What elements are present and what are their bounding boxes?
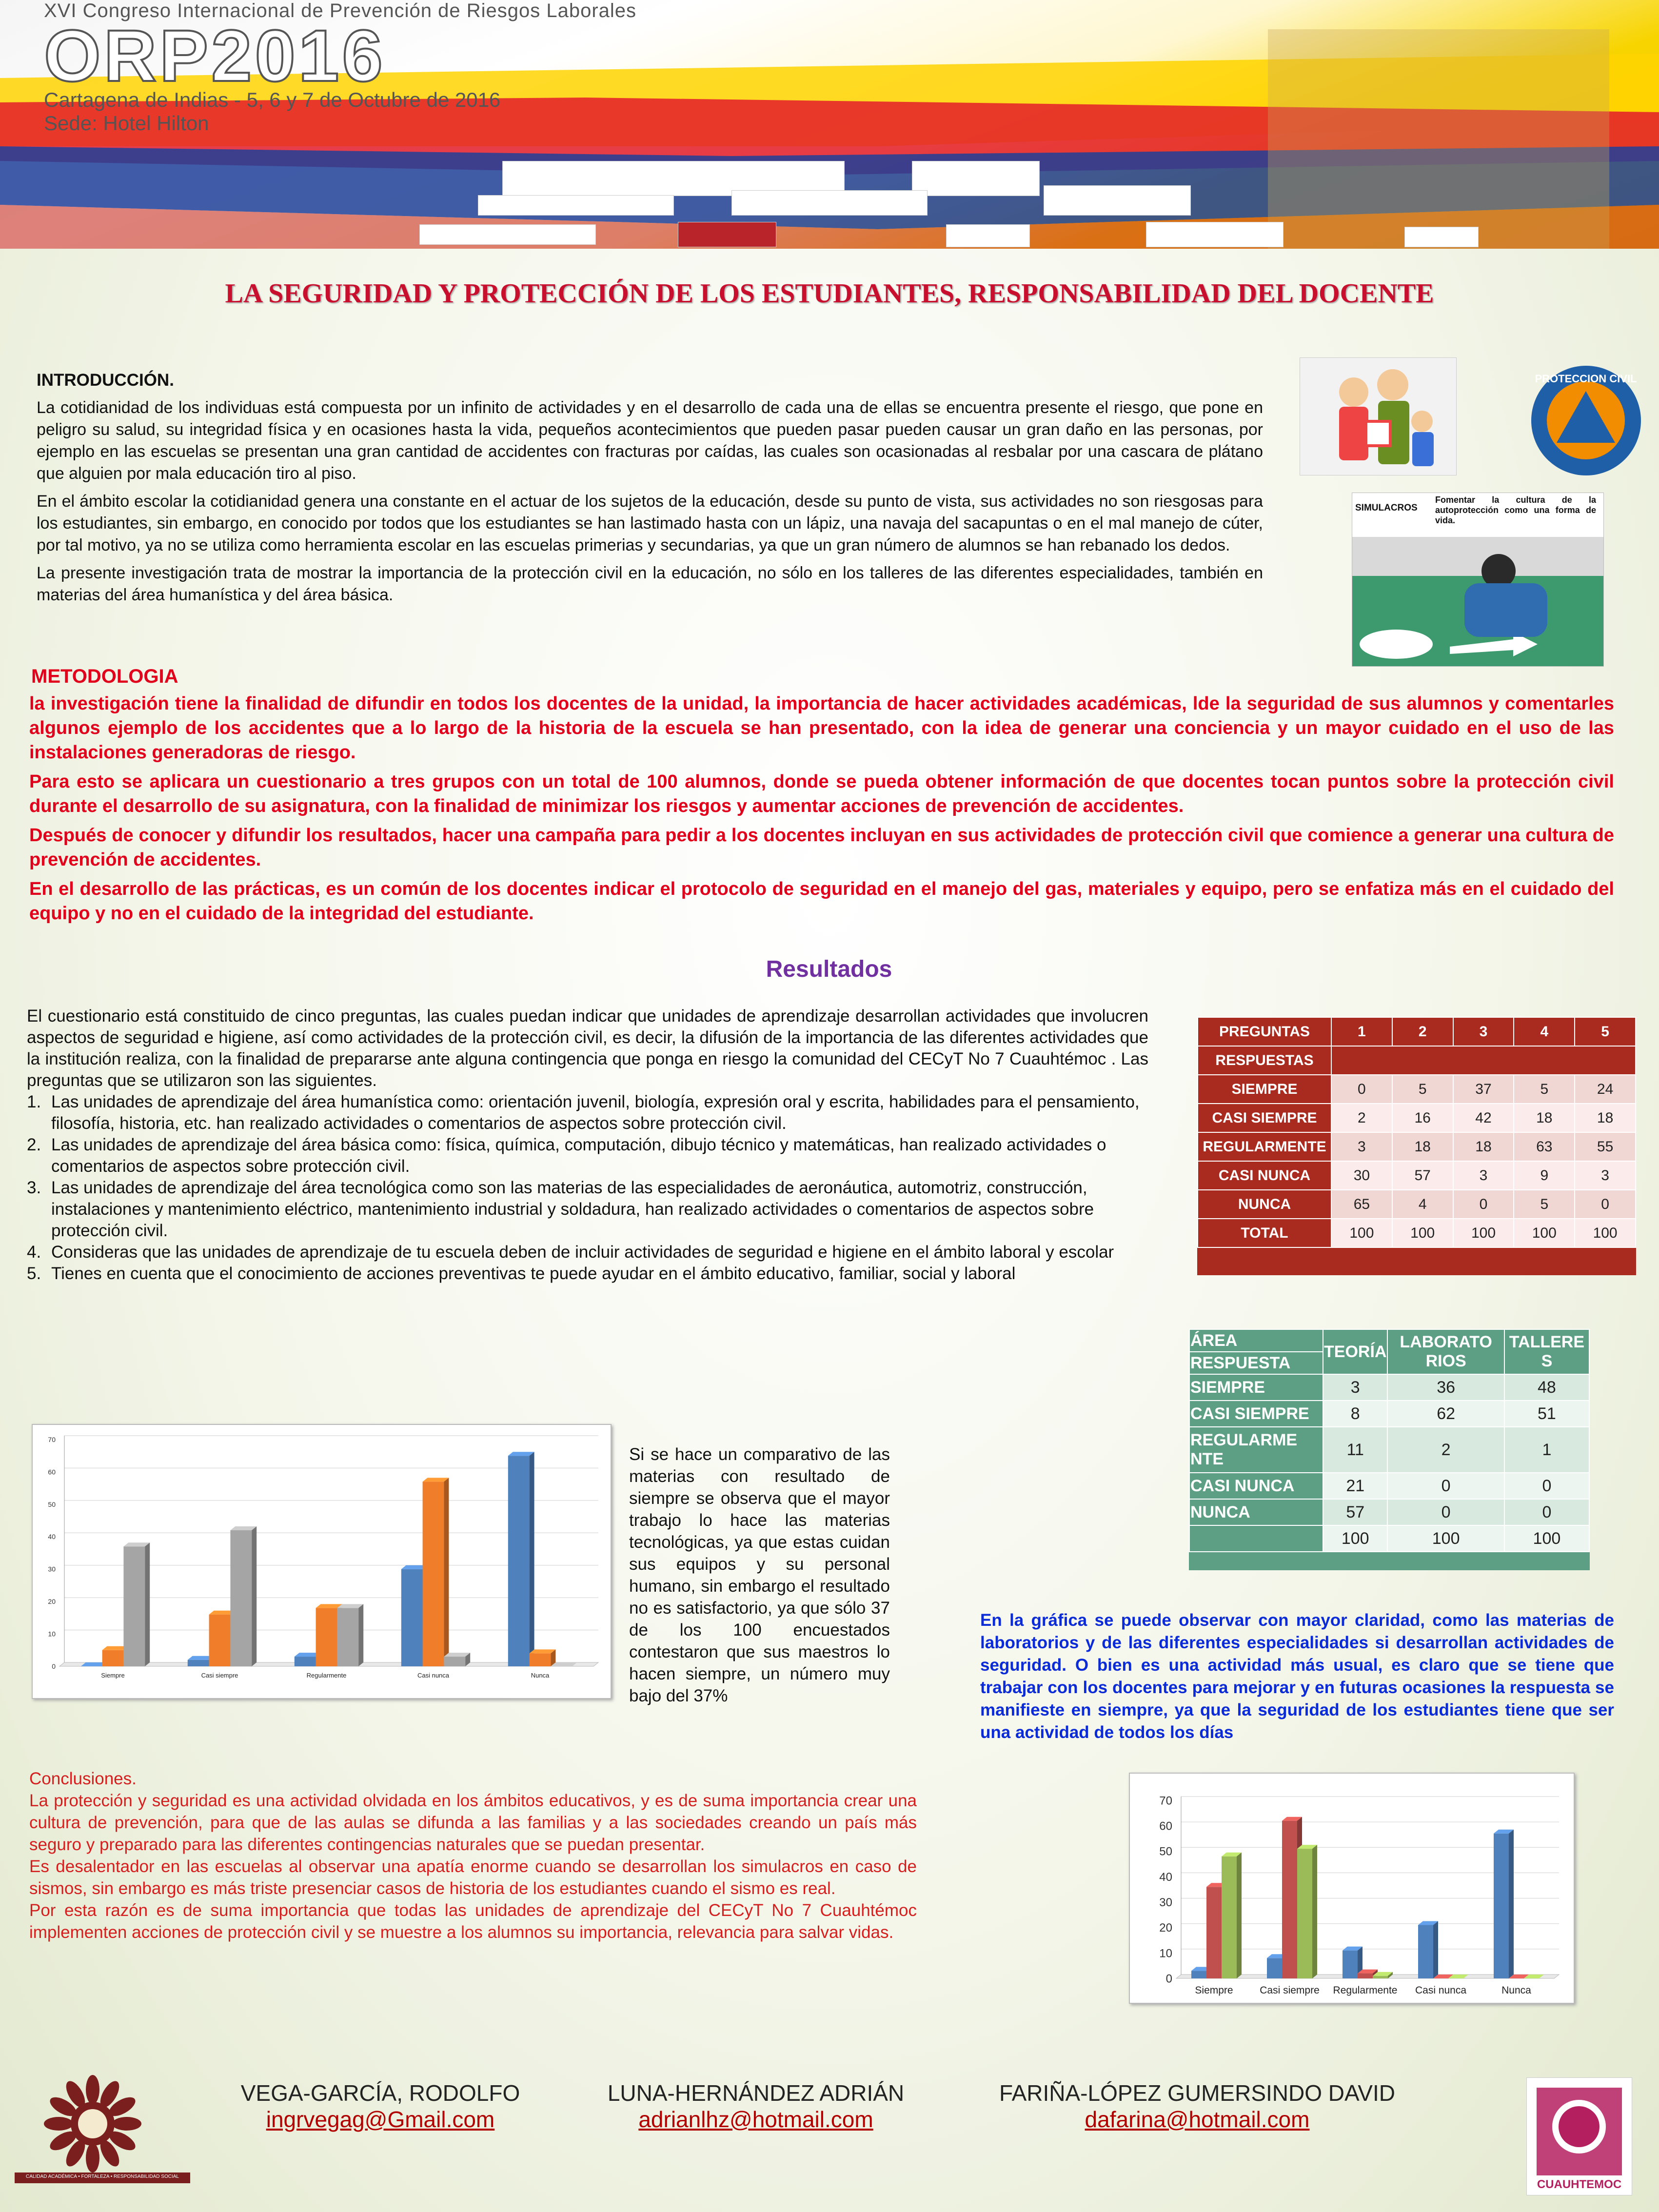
bar (1358, 1974, 1373, 1978)
chart-preguntas (32, 1424, 612, 1699)
table-cell: 9 (1514, 1161, 1575, 1190)
table-cell: 16 (1392, 1104, 1453, 1132)
x-tick-label: Siempre (1195, 1985, 1233, 1996)
table-cell: 18 (1453, 1132, 1514, 1161)
table-row (1198, 1132, 1636, 1161)
y-tick-label: 20 (1159, 1921, 1172, 1935)
table-cell: 0 (1504, 1473, 1589, 1499)
table-row-label: NUNCA (1198, 1190, 1331, 1219)
table-cell: 100 (1575, 1219, 1636, 1247)
table-cell: 0 (1387, 1499, 1504, 1525)
cecyt-logo (1526, 2077, 1632, 2195)
ipn-slogan: CALIDAD ACADÉMICA • FORTALEZA • RESPONSABILIDAD SOCIAL (26, 2174, 179, 2179)
table-cell: 3 (1453, 1161, 1514, 1190)
simulacro-photo (1352, 537, 1603, 666)
table-cell: 18 (1514, 1104, 1575, 1132)
table-header-cell: TEORÍA (1323, 1329, 1387, 1374)
question-number: 5. (27, 1264, 41, 1283)
bar (1418, 1925, 1433, 1979)
bar (444, 1657, 465, 1666)
table-row-label: CASI NUNCA (1198, 1161, 1331, 1190)
banner-heading (44, 0, 873, 135)
table-area (1189, 1329, 1590, 1552)
question-text: Tienes en cuenta que el conocimiento de acciones preventivas te puede ayudar en el ámbito educativo, familiar, social y laboral (51, 1264, 1016, 1283)
poster-title: LA SEGURIDAD Y PROTECCIÓN DE LOS ESTUDIANTES, RESPONSABILIDAD DEL DOCENTE (225, 278, 1434, 309)
x-tick-label: Regularmente (306, 1672, 347, 1679)
congress-logo-text (44, 15, 873, 97)
chart-area (1129, 1773, 1575, 2004)
y-tick-label: 30 (1159, 1896, 1172, 1909)
table-cell: 30 (1331, 1161, 1392, 1190)
question-number: 4. (27, 1243, 41, 1262)
table-cell: 3 (1323, 1374, 1387, 1401)
x-tick-label: Siempre (101, 1672, 125, 1679)
table-cell: 0 (1504, 1499, 1589, 1525)
question-text: Las unidades de aprendizaje del área humanística como: orientación juvenil, biología, expresión oral y escrita, habilidades para el pensamiento, filosofía, historia, etc. han realizado actividades o comentarios de aspectos sobre protección civil. (51, 1092, 1140, 1133)
bar-side (358, 1604, 363, 1666)
sponsor-logo-2 (731, 190, 928, 216)
table-cell: 0 (1331, 1075, 1392, 1104)
sponsor-logo-3 (419, 224, 596, 245)
question-list (27, 1091, 1148, 1284)
bar (1373, 1976, 1388, 1978)
table-row-label: REGULARME NTE (1189, 1427, 1323, 1473)
table-row (1189, 1401, 1589, 1427)
table-row-label: SIEMPRE (1189, 1374, 1323, 1401)
bar (230, 1530, 252, 1666)
table-cell: 11 (1323, 1427, 1387, 1473)
chart-area-svg (1130, 1774, 1574, 2003)
chart-preguntas-svg (33, 1425, 611, 1698)
sponsor-logo-5 (946, 224, 1030, 247)
bar (1206, 1887, 1222, 1978)
grafica-explanation: En la gráfica se puede observar con mayor claridad, como las materias de laboratorios y de las diferentes especialidades si desarrollan actividades de seguridad. O bien es una actividad más usual, es claro que se tiene que trabajar con los docentes para mejorar y en futuras ocasiones la respuesta se manifieste en siempre, ya que la seguridad de los estudiantes tiene que ser una actividad de todos los días (980, 1611, 1614, 1742)
table-cell: 57 (1392, 1161, 1453, 1190)
mcmaster-logo (1146, 222, 1284, 247)
question-number: 1. (27, 1092, 41, 1111)
congress-place: Cartagena de Indias - 5, 6 y 7 de Octubre de 2016 (44, 88, 501, 111)
y-tick-label: 0 (1165, 1972, 1172, 1986)
y-tick-label: 70 (1159, 1794, 1172, 1808)
bar-side (1509, 1830, 1514, 1978)
bar-side (530, 1452, 534, 1666)
question-text: Consideras que las unidades de aprendizaje de tu escuela deben de incluir actividades de seguridad e higiene en el ámbito laboral y escolar (51, 1243, 1114, 1262)
x-tick-label: Nunca (531, 1672, 550, 1679)
table-row-label: CASI SIEMPRE (1189, 1401, 1323, 1427)
table-cell: 3 (1331, 1132, 1392, 1161)
y-tick-label: 30 (48, 1565, 56, 1573)
question-item (27, 1134, 1148, 1177)
table-header-row (1189, 1329, 1589, 1352)
bar-side (1433, 1921, 1438, 1979)
table-row-label: REGULARMENTE (1198, 1132, 1331, 1161)
table-row (1189, 1499, 1589, 1525)
bar (530, 1653, 551, 1666)
table-header-row (1198, 1017, 1636, 1046)
conclusiones-paragraph-3: Por esta razón es de suma importancia que todas las unidades de aprendizaje del CECyT No 7 Cuauhtémoc implementen acciones de protección civil y se muestre a los alumnos su importancia, relevancia para salvar vidas. (29, 1901, 917, 1942)
question-number: 3. (27, 1178, 41, 1197)
table-cell: 100 (1323, 1525, 1387, 1552)
y-tick-label: 50 (48, 1500, 56, 1508)
y-tick-label: 60 (48, 1468, 56, 1476)
table-cell: 24 (1575, 1075, 1636, 1104)
bar (1297, 1849, 1312, 1978)
author-1 (205, 2080, 556, 2133)
x-tick-label: Regularmente (1333, 1985, 1398, 1996)
table-cell: 5 (1392, 1075, 1453, 1104)
table-cell: 37 (1453, 1075, 1514, 1104)
table-cell: 3 (1575, 1161, 1636, 1190)
metodologia-paragraph-4: En el desarrollo de las prácticas, es un común de los docentes indicar el protocolo de seguridad en el manejo del gas, materiales y equipo, pero se enfatiza más en el cuidado del equipo y no en el cuidado de la integridad del estudiante. (29, 879, 1614, 924)
table-header-cell: RESPUESTA (1189, 1352, 1323, 1374)
sponsor-logo-6 (1404, 227, 1479, 247)
orp-text: ORP (44, 15, 212, 97)
resultados-text (27, 1006, 1148, 1284)
table-cell: 0 (1453, 1190, 1514, 1219)
table-row-label: SIEMPRE (1198, 1075, 1331, 1104)
table-header-cell: ÁREA (1189, 1329, 1323, 1352)
bar (1222, 1856, 1237, 1978)
bar (337, 1608, 358, 1666)
table-cell (1331, 1046, 1636, 1075)
metodologia-heading: METODOLOGIA (31, 666, 178, 687)
metodologia-paragraph-2: Para esto se aplicara un cuestionario a tres grupos con un total de 100 alumnos, donde se pueda obtener información de que docentes tocan puntos sobre la protección civil durante el desarrollo de su asignatura, con la finalidad de minimizar los riesgos y aumentar acciones de prevención de accidentes. (29, 771, 1614, 816)
y-tick-label: 60 (1159, 1819, 1172, 1833)
author-email-link[interactable]: dafarina@hotmail.com (1085, 2107, 1310, 2132)
simulacros-panel (1352, 493, 1604, 667)
bar-side (444, 1478, 449, 1666)
bar (1343, 1951, 1358, 1978)
table-cell: 100 (1514, 1219, 1575, 1247)
x-tick-label: Casi siempre (1260, 1985, 1320, 1996)
intro-section (37, 371, 1263, 606)
table-header-cell: 4 (1514, 1017, 1575, 1046)
table-cell: 5 (1514, 1190, 1575, 1219)
y-tick-label: 0 (52, 1662, 56, 1670)
table-row (1198, 1104, 1636, 1132)
author-2 (575, 2080, 936, 2133)
resultados-heading: Resultados (766, 956, 892, 982)
table-row-label: TOTAL (1198, 1219, 1331, 1247)
table-row (1198, 1075, 1636, 1104)
author-name: LUNA-HERNÁNDEZ ADRIÁN (607, 2080, 905, 2106)
y-tick-label: 50 (1159, 1845, 1172, 1858)
year-text: 2016 (211, 15, 386, 97)
y-tick-label: 10 (1159, 1947, 1172, 1960)
table-cell: 51 (1504, 1401, 1589, 1427)
metodologia-paragraph-3: Después de conocer y difundir los resultados, hacer una campaña para pedir a los docentes incluyan en sus actividades de protección civil que comience a generar una cultura de prevención de accidentes. (29, 825, 1614, 870)
table-cell: 100 (1387, 1525, 1504, 1552)
table-cell: 65 (1331, 1190, 1392, 1219)
table-cell: 63 (1514, 1132, 1575, 1161)
question-text: Las unidades de aprendizaje del área tecnológica como son las materias de las especialidades de aeronáutica, automotriz, construcción, instalaciones y mantenimiento eléctrico, mantenimiento industrial y soldadura, han realizado actividades o comentarios de aspectos sobre protección civil. (51, 1178, 1094, 1240)
table-header-cell: 2 (1392, 1017, 1453, 1046)
conclusiones-section (29, 1768, 917, 1943)
proteccion-civil-text: PROTECCION CIVIL (1535, 373, 1637, 385)
author-email-link[interactable]: adrianlhz@hotmail.com (638, 2107, 873, 2132)
table-cell: 100 (1392, 1219, 1453, 1247)
metodologia-section (29, 666, 1614, 926)
table-header-cell: 3 (1453, 1017, 1514, 1046)
metodologia-paragraph-1: la investigación tiene la finalidad de difundir en todos los docentes de la unidad, la importancia de hacer actividades académicas, lde la seguridad de sus alumnos y comentarles algunos ejemplo de los accidentes que a lo largo de la historia de la escuela se han presentado, con la idea de generar una conciencia y un mayor cuidado en el uso de las instalaciones generadoras de riesgo. (29, 693, 1614, 763)
bar (401, 1569, 423, 1666)
conclusiones-heading: Conclusiones. (29, 1769, 137, 1788)
table-row (1189, 1374, 1589, 1401)
fundacion-orp-logo (912, 161, 1040, 196)
x-tick-label: Casi siempre (201, 1672, 238, 1679)
table-row (1198, 1219, 1636, 1247)
family-illustration (1300, 357, 1457, 475)
author-name: FARIÑA-LÓPEZ GUMERSINDO DAVID (999, 2080, 1395, 2106)
question-item (27, 1263, 1148, 1284)
bar-side (1237, 1853, 1242, 1978)
question-number: 2. (27, 1135, 41, 1154)
y-tick-label: 40 (48, 1533, 56, 1541)
table-cell: 2 (1387, 1427, 1504, 1473)
congress-name: XVI Congreso Internacional de Prevención de Riesgos Laborales (44, 0, 637, 21)
bar-side (1312, 1845, 1317, 1978)
table-cell: 100 (1331, 1219, 1392, 1247)
bar (316, 1608, 337, 1666)
table-cell: 2 (1331, 1104, 1392, 1132)
table-row (1198, 1190, 1636, 1219)
table-row-label: CASI NUNCA (1189, 1473, 1323, 1499)
table-header-cell: 5 (1575, 1017, 1636, 1046)
proteccion-civil-icon (1531, 366, 1641, 475)
table-header-cell: LABORATO RIOS (1387, 1329, 1504, 1374)
intro-paragraph-2: En el ámbito escolar la cotidianidad genera una constante en el actuar de los sujetos de la educación, desde su punto de vista, sus actividades no son riesgosas para los estudiantes, sin embargo, en conocido por todos que los estudiantes se han lastimado hasta con un lápiz, una navaja del sacapuntas o en el mal manejo de cúter, por tal motivo, ya no se utiliza como herramienta escolar en las escuelas primerias y secundarias, ya que un gran número de alumnos se han rebanado los dedos. (37, 492, 1263, 554)
table-cell: 42 (1453, 1104, 1514, 1132)
ipn-logo (15, 2075, 190, 2192)
table-cell: 100 (1504, 1525, 1589, 1552)
table-cell: 55 (1575, 1132, 1636, 1161)
table-cell: 0 (1387, 1473, 1504, 1499)
bar-side (252, 1526, 257, 1666)
table-cell: 0 (1575, 1190, 1636, 1219)
tudelft-logo (1044, 185, 1191, 216)
table-cell: 21 (1323, 1473, 1387, 1499)
simulacros-label: SIMULACROS (1355, 503, 1418, 513)
table-cell: 5 (1514, 1075, 1575, 1104)
intro-paragraph-3: La presente investigación trata de mostrar la importancia de la protección civil en la educación, no sólo en los talleres de las diferentes especialidades, también en materias del área humanística y del área básica. (37, 564, 1263, 604)
table-row (1198, 1161, 1636, 1190)
congress-venue: Sede: Hotel Hilton (44, 112, 209, 135)
conclusiones-paragraph-1: La protección y seguridad es una actividad olvidada en los ámbitos educativos, y es de suma importancia crear una cultura de prevención, para que de las aulas se difunda a las familias y a las sociedades creando un país más seguro y preparado para las diferentes contingencias naturales que se puedan presentar. (29, 1791, 917, 1854)
bar (1191, 1971, 1206, 1978)
sponsor-logo-1 (478, 195, 674, 216)
question-text: Las unidades de aprendizaje del área básica como: física, química, computación, dibujo técnico y matemáticas, han realizado actividades o comentarios de aspectos sobre protección civil. (51, 1135, 1106, 1176)
bar (1494, 1834, 1509, 1978)
question-item (27, 1177, 1148, 1242)
question-item (27, 1091, 1148, 1134)
resultados-intro: El cuestionario está constituido de cinco preguntas, las cuales puedan indicar que unidades de aprendizaje desarrollan actividades que involucren aspectos de seguridad e higiene, así como actividades de la protección civil, es decir, la difusión de la importancia de las diferentes actividades que la institución realiza, con la finalidad de prepararse ante alguna contingencia que ponga en riesgo la comunidad del CECyT No 7 Cuauhtémoc . Las preguntas que se utilizaron son las siguientes. (27, 1007, 1148, 1090)
table-header-cell: PREGUNTAS (1198, 1017, 1331, 1046)
bar (209, 1615, 231, 1666)
table-row (1189, 1525, 1589, 1552)
y-tick-label: 20 (48, 1598, 56, 1606)
table-cell: 4 (1392, 1190, 1453, 1219)
simulacros-caption: Fomentar la cultura de la autoprotección como una forma de vida. (1435, 495, 1596, 525)
table-row-label: CASI SIEMPRE (1198, 1104, 1331, 1132)
bar (188, 1660, 209, 1666)
table-row-label: RESPUESTAS (1198, 1046, 1331, 1075)
x-tick-label: Casi nunca (417, 1672, 450, 1679)
x-tick-label: Casi nunca (1415, 1985, 1467, 1996)
y-tick-label: 70 (48, 1435, 56, 1443)
bar (508, 1456, 530, 1666)
family-icon (1300, 358, 1456, 475)
author-3 (966, 2080, 1429, 2133)
table-cell: 18 (1575, 1104, 1636, 1132)
bar (1282, 1821, 1297, 1978)
bar-side (145, 1542, 150, 1666)
conclusiones-paragraph-2: Es desalentador en las escuelas al observar una apatía enorme cuando se desarrollan los simulacros en caso de sismos, sin embargo es más triste presenciar casos de historia de los estudiantes cuando el sismo es real. (29, 1857, 917, 1898)
table-header-cell: 1 (1331, 1017, 1392, 1046)
intro-heading: INTRODUCCIÓN. (37, 371, 174, 390)
table-row-label (1189, 1525, 1323, 1552)
bar (295, 1657, 316, 1666)
table-cell: 1 (1504, 1427, 1589, 1473)
table-row (1189, 1473, 1589, 1499)
y-tick-label: 40 (1159, 1870, 1172, 1884)
table-cell: 57 (1323, 1499, 1387, 1525)
bar (102, 1650, 124, 1666)
table-row (1189, 1427, 1589, 1473)
bar (123, 1546, 145, 1666)
table-preguntas-wrapper (1197, 1017, 1636, 1275)
table-cell: 48 (1504, 1374, 1589, 1401)
author-name: VEGA-GARCÍA, RODOLFO (240, 2080, 520, 2106)
cecyt-emblem-icon (1527, 2078, 1632, 2195)
table-cell: 100 (1453, 1219, 1514, 1247)
table-cell: 18 (1392, 1132, 1453, 1161)
question-item (27, 1242, 1148, 1263)
comparativo-text: Si se hace un comparativo de las materias con resultado de siempre se observa que el mayor trabajo lo hace las materias tecnológicas, ya que estas cuidan sus equipos y su personal humano, sin embargo el resultado no es satisfactorio, ya que sólo 37 de los 100 encuestados contestaron que sus maestros lo hacen siempre, un número muy bajo del 37% (629, 1445, 890, 1705)
bar (1267, 1958, 1282, 1978)
header-banner (0, 0, 1659, 249)
table-preguntas (1197, 1017, 1636, 1248)
intro-paragraph-1: La cotidianidad de los individuas está compuesta por un infinito de actividades y en el desarrollo de cada una de ellas se encuentra presente el riesgo, que pone en peligro su salud, su integridad física y en ocasiones hasta la vida, pequeños acontecimientos que pueden pasar pueden causar un gran daño en las personas, por ejemplo en las escuelas se presentan una gran cantidad de accidentes con fracturas por caídas, las cuales son ocasionadas al resbalar por una cascara de plátano que alguien por mala educación tiro al piso. (37, 398, 1263, 483)
table-cell: 8 (1323, 1401, 1387, 1427)
table-cell: 36 (1387, 1374, 1504, 1401)
author-email-link[interactable]: ingrvegag@Gmail.com (266, 2107, 495, 2132)
table-row-label: NUNCA (1189, 1499, 1323, 1525)
table-header-cell: TALLERE S (1504, 1329, 1589, 1374)
table-area-wrapper (1189, 1329, 1590, 1570)
cecyt-logo-text: CUAUHTEMOC (1537, 2178, 1622, 2191)
x-tick-label: Nunca (1501, 1985, 1531, 1996)
bar (423, 1481, 444, 1666)
y-tick-label: 10 (48, 1630, 56, 1638)
proteccion-civil-logo (1531, 366, 1641, 475)
sponsor-logo-4 (678, 222, 776, 247)
table-row (1198, 1046, 1636, 1075)
table-cell: 62 (1387, 1401, 1504, 1427)
